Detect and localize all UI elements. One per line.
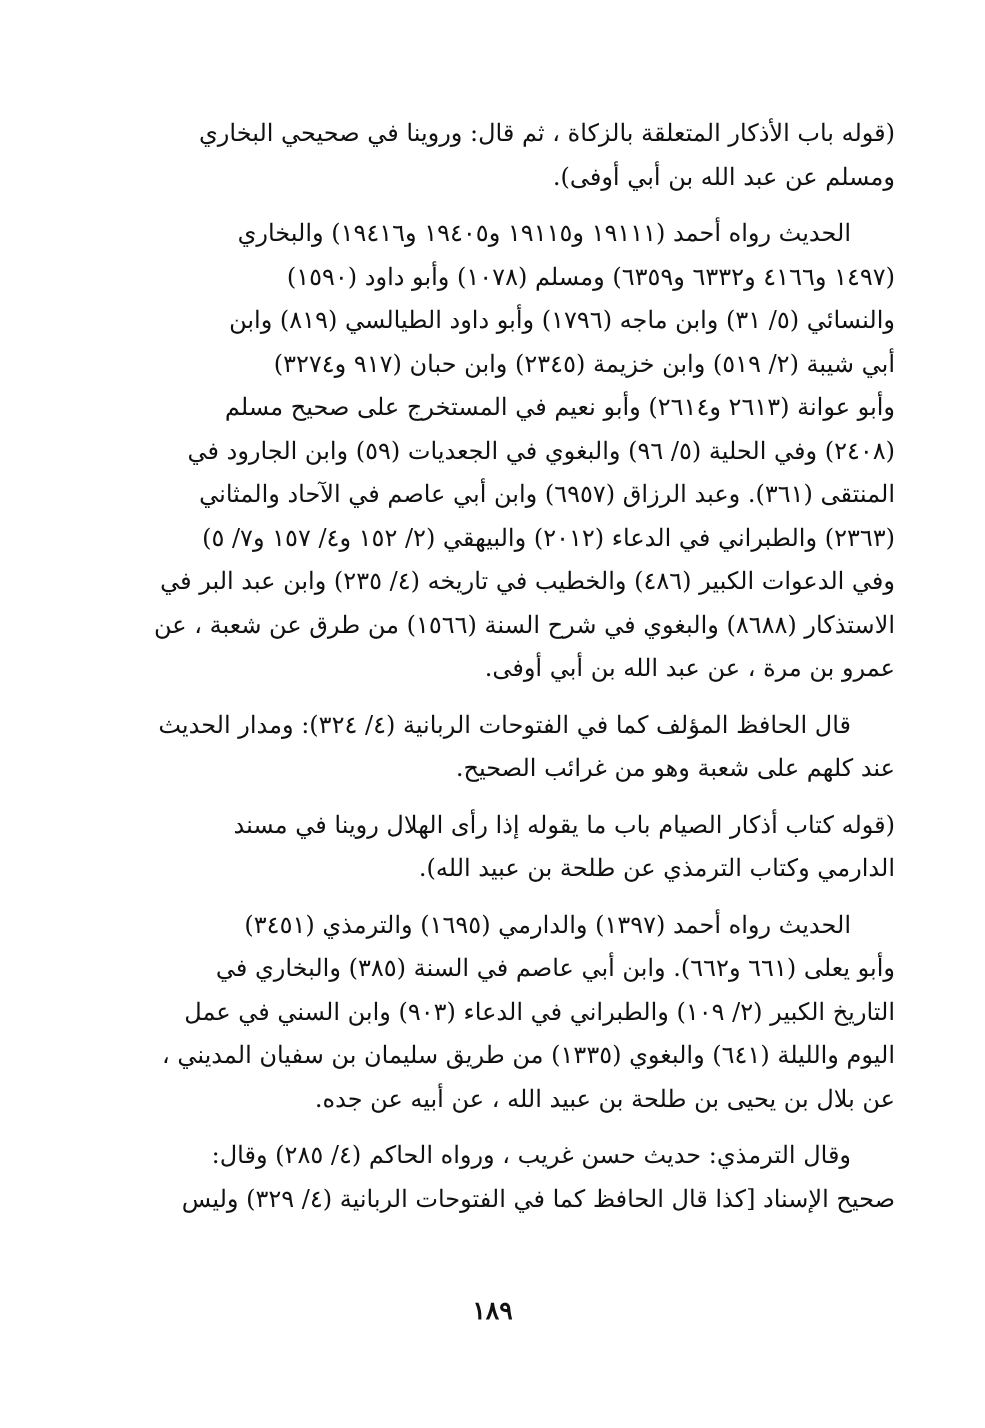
- paragraph-quote-siyam: (قوله كتاب أذكار الصيام باب ما يقوله إذا رأى الهلال روينا في مسند الدارمي وكتاب الترمذي عن طلحة بن عبيد الله).: [233, 810, 895, 882]
- paragraph-hafiz-comment: قال الحافظ المؤلف كما في الفتوحات الربانية (٤/ ٣٢٤): ومدار الحديث عند كلهم على شعبة وهو من غرائب الصحيح.: [158, 710, 895, 782]
- paragraph-hadith-takhrij-1: الحديث رواه أحمد (١٩١١١ و١٩١١٥ و١٩٤٠٥ و١٩٤١٦) والبخاري (١٤٩٧ و٤١٦٦ و٦٣٣٢ و٦٣٥٩) ومسلم (١٠٧٨) وأبو داود (١٥٩٠) والنسائي (٥/ ٣١) وابن ماجه (١٧٩٦) وأبو داود الطيالسي (٨١٩) وابن أبي شيبة (٢/ ٥١٩) وابن خزيمة (٢٣٤٥) وابن حبان (٩١٧ و٣٢٧٤) وأبو عوانة (٢٦١٣ و٢٦١٤) وأبو نعيم في المستخرج على صحيح مسلم (٢٤٠٨) وفي الحلية (٥/ ٩٦) والبغوي في الجعديات (٥٩) وابن الجارود في المنتقى (٣٦١). وعبد الرزاق (٦٩٥٧) وابن أبي عاصم في الآحاد والمثاني (٢٣٦٣) والطبراني في الدعاء (٢٠١٢) والبيهقي (٢/ ١٥٢ و٤/ ١٥٧ و٧/ ٥) وفي الدعوات الكبير (٤٨٦) والخطيب في تاريخه (٤/ ٢٣٥) وابن عبد البر في الاستذكار (٨٦٨٨) والبغوي في شرح السنة (١٥٦٦) من طرق عن شعبة ، عن عمرو بن مرة ، عن عبد الله بن أبي أوفى.: [154, 219, 895, 682]
- paragraph-tirmidhi-comment: وقال الترمذي: حديث حسن غريب ، ورواه الحاكم (٤/ ٢٨٥) وقال: صحيح الإسناد [كذا قال الحافظ كما في الفتوحات الربانية (٤/ ٣٢٩) وليس: [181, 1141, 895, 1213]
- page-number: ١٨٩: [472, 1296, 513, 1325]
- paragraph-hadith-takhrij-2: الحديث رواه أحمد (١٣٩٧) والدارمي (١٦٩٥) والترمذي (٣٤٥١) وأبو يعلى (٦٦١ و٦٦٢). وابن أبي عاصم في السنة (٣٨٥) والبخاري في التاريخ الكبير (٢/ ١٠٩) والطبراني في الدعاء (٩٠٣) وابن السني في عمل اليوم والليلة (٦٤١) والبغوي (١٣٣٥) من طريق سليمان بن سفيان المديني ، عن بلال بن يحيى بن طلحة بن عبيد الله ، عن أبيه عن جده.: [161, 910, 895, 1113]
- paragraph-quote-zakat: (قوله باب الأذكار المتعلقة بالزكاة ، ثم قال: وروينا في صحيحي البخاري ومسلم عن عبد الله بن أبي أوفى).: [199, 119, 895, 191]
- page-body: [110, 112, 895, 1234]
